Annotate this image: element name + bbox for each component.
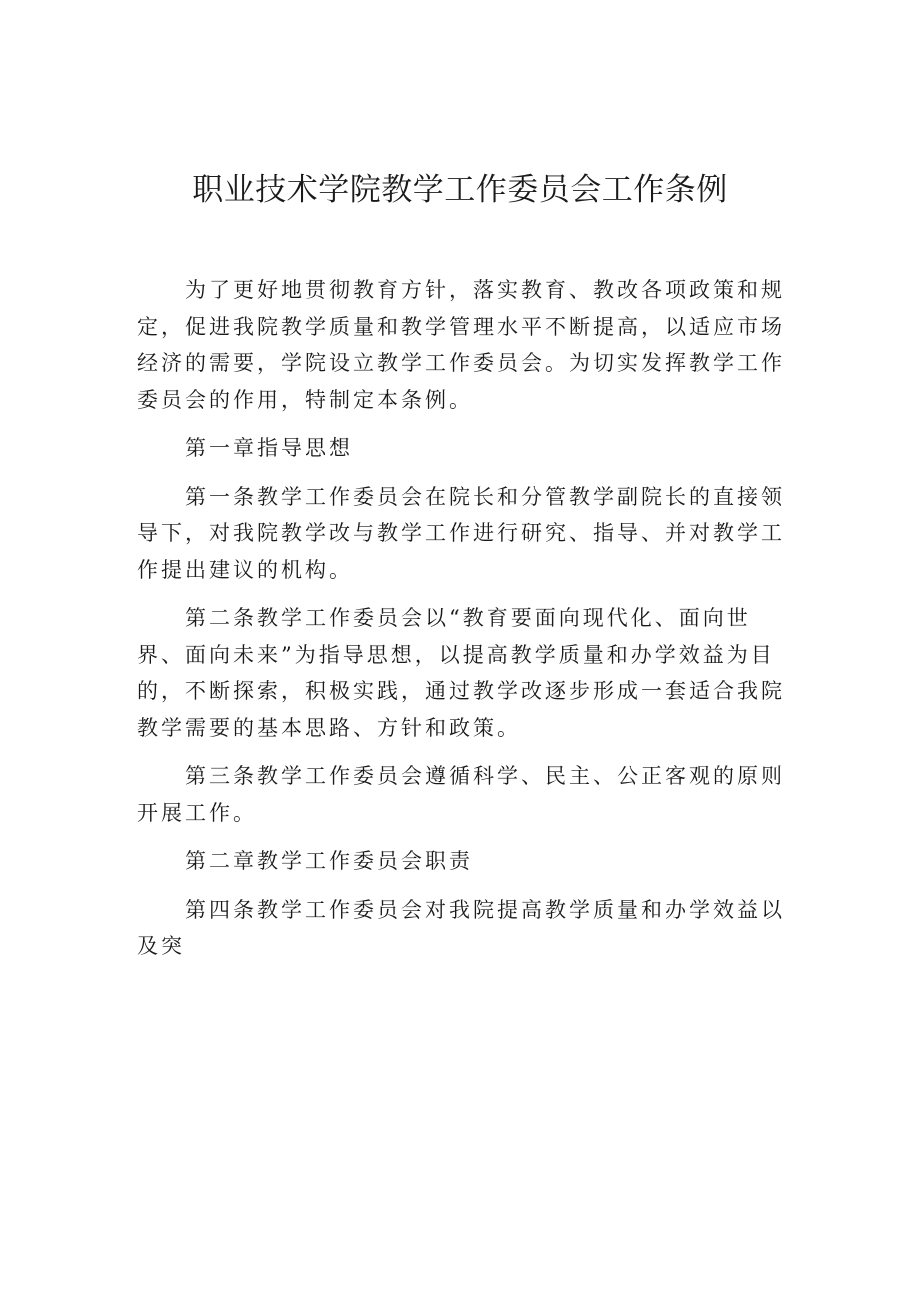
article-4: 第四条教学工作委员会对我院提高教学质量和办学效益以及突 <box>137 897 785 958</box>
article-3: 第三条教学工作委员会遵循科学、民主、公正客观的原则开展工作。 <box>137 764 785 825</box>
chapter-1-heading: 第一章指导思想 <box>185 436 353 460</box>
article-1: 第一条教学工作委员会在院长和分管教学副院长的直接领导下，对我院教学改与教学工作进行研究、指导、并对教学工作提出建议的机构。 <box>137 484 785 582</box>
article-2: 第二条教学工作委员会以“教育要面向现代化、面向世界、面向未来”为指导思想，以提高教学质量和办学效益为目的，不断探索，积极实践，通过教学改逐步形成一套适合我院教学需要的基本思路、方针和政策。 <box>137 606 785 740</box>
document-body <box>137 272 791 977</box>
chapter-2-heading: 第二章教学工作委员会职责 <box>185 849 473 873</box>
document-title: 职业技术学院教学工作委员会工作条例 <box>192 172 728 208</box>
paragraph-intro: 为了更好地贯彻教育方针，落实教育、教改各项政策和规定，促进我院教学质量和教学管理水平不断提高，以适应市场经济的需要，学院设立教学工作委员会。为切实发挥教学工作委员会的作用，特制定本条例。 <box>137 278 785 412</box>
